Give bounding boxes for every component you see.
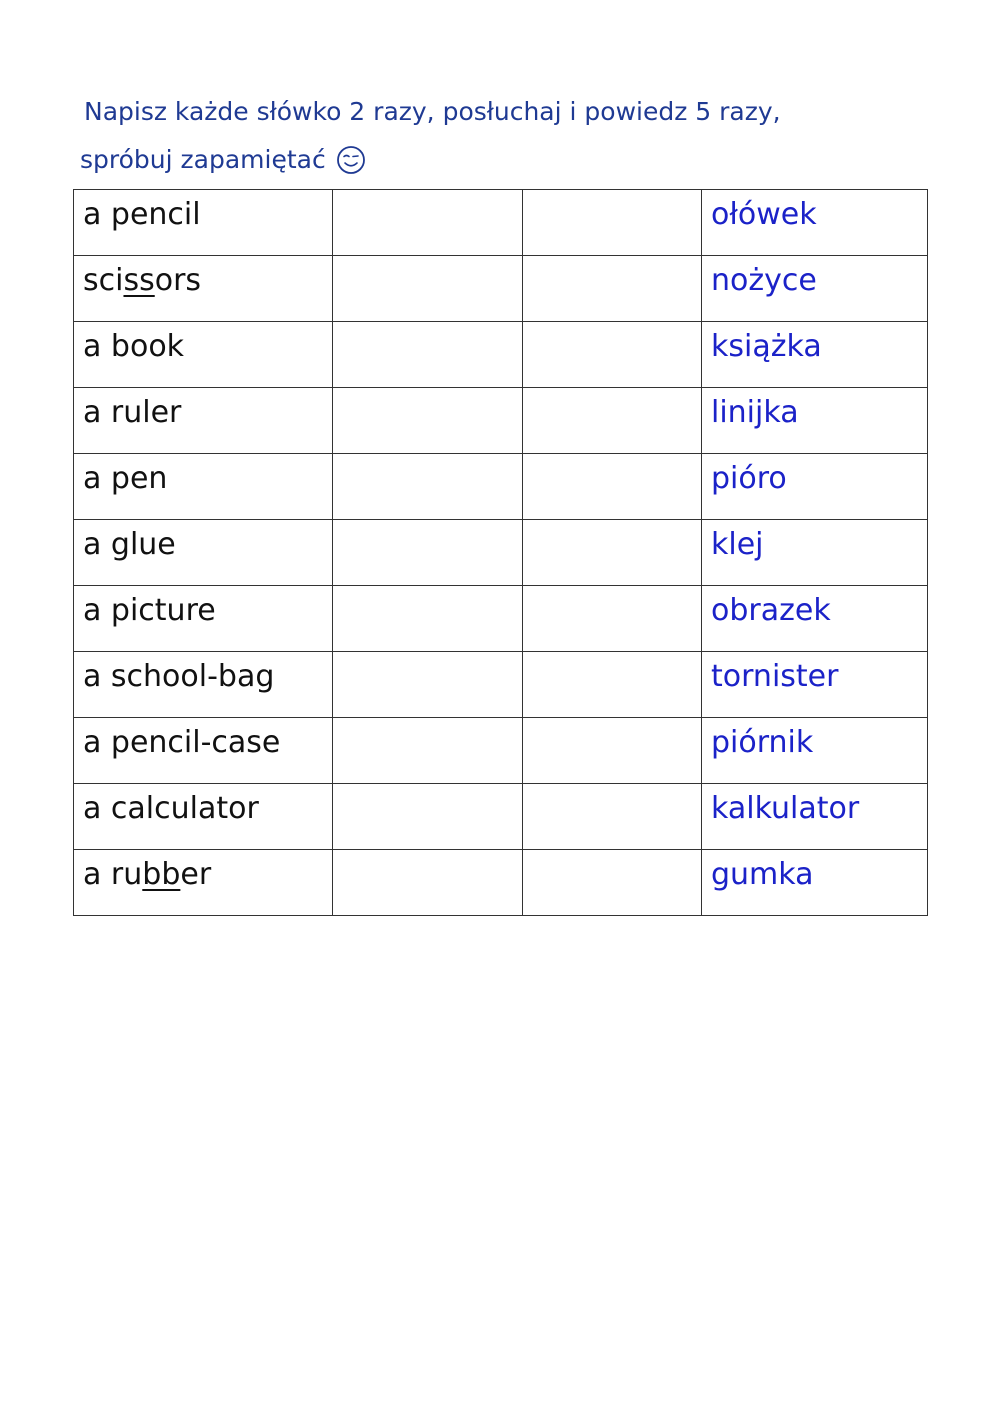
write-space-cell-2[interactable] [523,322,702,388]
english-word-text: sci [83,263,124,298]
polish-translation-cell [702,718,928,784]
english-word-cell [74,784,333,850]
write-space-cell-1[interactable] [333,190,523,256]
write-space-cell-1[interactable] [333,454,523,520]
english-word-text: er [180,857,212,892]
instruction-line-1: Napisz każde słówko 2 razy, posłuchaj i powiedz 5 razy, [84,97,781,126]
write-space-cell-1[interactable] [333,784,523,850]
write-space-cell-1[interactable] [333,718,523,784]
english-word-text: a ru [83,857,143,892]
english-word-text: a book [83,329,185,364]
english-word-text: a ruler [83,395,182,430]
write-space-cell-1[interactable] [333,520,523,586]
english-word-cell [74,256,333,322]
write-space-cell-1[interactable] [333,652,523,718]
instruction-line-2: spróbuj zapamiętać [80,145,326,174]
english-word-cell [74,586,333,652]
table-row [74,652,928,718]
write-space-cell-2[interactable] [523,388,702,454]
write-space-cell-1[interactable] [333,322,523,388]
polish-translation-cell [702,190,928,256]
write-space-cell-2[interactable] [523,718,702,784]
instruction-line-2-row [80,136,940,184]
english-word-cell [74,718,333,784]
write-space-cell-2[interactable] [523,520,702,586]
english-word-cell [74,190,333,256]
write-space-cell-1[interactable] [333,388,523,454]
table-row [74,322,928,388]
table-row [74,850,928,916]
english-word-text: a pencil-case [83,725,281,760]
write-space-cell-2[interactable] [523,784,702,850]
wink-emoji-icon [336,145,366,175]
underlined-letters: bb [142,857,181,892]
polish-word-text: obrazek [711,593,831,628]
write-space-cell-1[interactable] [333,586,523,652]
polish-word-text: kalkulator [711,791,860,826]
english-word-text: a pencil [83,197,201,232]
polish-word-text: tornister [711,659,839,694]
polish-translation-cell [702,520,928,586]
table-row [74,586,928,652]
english-word-text: a school-bag [83,659,275,694]
write-space-cell-2[interactable] [523,652,702,718]
english-word-text: ors [154,263,202,298]
english-word-cell [74,454,333,520]
english-word-cell [74,520,333,586]
english-word-cell [74,850,333,916]
english-word-cell [74,652,333,718]
english-word-text: a picture [83,593,216,628]
polish-translation-cell [702,388,928,454]
polish-word-text: klej [711,527,764,562]
polish-translation-cell [702,784,928,850]
vocabulary-table-body [74,190,928,916]
write-space-cell-1[interactable] [333,256,523,322]
polish-translation-cell [702,586,928,652]
english-word-cell [74,388,333,454]
polish-translation-cell [702,850,928,916]
instructions [80,88,940,184]
table-row [74,718,928,784]
polish-translation-cell [702,454,928,520]
english-word-cell [74,322,333,388]
polish-word-text: książka [711,329,822,364]
english-word-text: a pen [83,461,168,496]
write-space-cell-1[interactable] [333,850,523,916]
polish-translation-cell [702,322,928,388]
polish-word-text: pióro [711,461,787,496]
table-row [74,190,928,256]
polish-word-text: nożyce [711,263,817,298]
polish-word-text: linijka [711,395,799,430]
polish-translation-cell [702,652,928,718]
table-row [74,454,928,520]
table-row [74,520,928,586]
write-space-cell-2[interactable] [523,454,702,520]
table-row [74,784,928,850]
table-row [74,388,928,454]
write-space-cell-2[interactable] [523,850,702,916]
vocabulary-table [73,189,928,916]
polish-translation-cell [702,256,928,322]
polish-word-text: gumka [711,857,814,892]
write-space-cell-2[interactable] [523,586,702,652]
english-word-text: a glue [83,527,176,562]
write-space-cell-2[interactable] [523,190,702,256]
write-space-cell-2[interactable] [523,256,702,322]
underlined-letters: ss [123,263,155,298]
english-word-text: a calculator [83,791,259,826]
polish-word-text: ołówek [711,197,817,232]
table-row [74,256,928,322]
polish-word-text: piórnik [711,725,814,760]
